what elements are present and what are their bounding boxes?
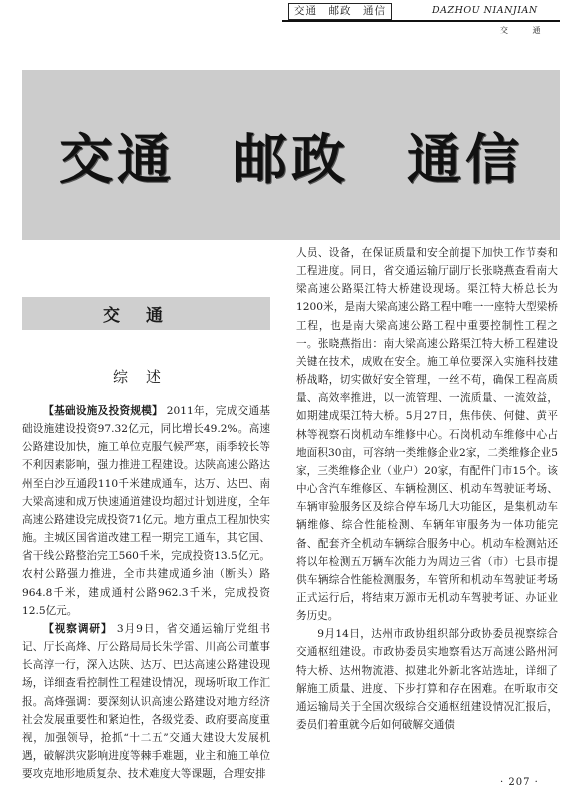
header-yearbook-title: DAZHOU NIANJIAN [432,5,538,16]
paragraph-keyword: 【视察调研】 [43,622,113,635]
section-title-box [22,297,270,330]
header-rule [282,20,560,22]
paragraph-text: 人员、设备，在保证质量和安全前提下加快工作节奏和工程进度。同日，省交通运输厅副厅长张晓燕查看南大梁高速公路渠江特大桥建设现场。渠江特大桥总长为1200米，是南大梁高速公路工程中唯一一座特大型梁桥工程，也是南大梁高速公路工程中重要控制性工程之一。张晓燕指出：南大梁高速公路渠江特大桥工程建设关键在技术，成败在安全。施工单位要深入实施科技建桥战略，切实做好安全管理，一丝不苟，确保工程高质量、高效率推进，以一流管理、一流质量、一流效益，如期建成渠江特大桥。5月27日，焦伟侠、何健、黄平林等视察石岗机动车维修中心。石岗机动车维修中心占地面积30亩，可容纳一类维修企业2家，二类维修企业5家，三类维修企业（业户）20家，有配件门市15个。该中心含汽车维修区、车辆检测区、机动车驾驶证考场、车辆审验服务区及综合停车场几大功能区，是集机动车辆维修、综合性能检测、车辆年审服务为一体功能完备、配套齐全机动车辆综合服务中心。机动车检测站还将以年检测五万辆车次能力为周边三省（市）七县市提供车辆综合性能检测服务，车管所和机动车驾驶证考场正式运行后，将结束万源市无机动车驾驶考证、办证业务历史。 [296,247,558,623]
header-section-tab: 交通 邮政 通信 [288,3,392,20]
paragraph-text: 2011年，完成交通基础设施建设投资97.32亿元，同比增长49.2%。高速公路建设加快，施工单位克服气候严寒，雨季较长等不利因素影响，强力推进工程建设。达陕高速公路达州至白沙互通段110千米建成通车，达万、达巴、南大梁高速和成万快速通道建设均超过计划进度，全年高速公路建设完成投资71亿元。地方重点工程加快实施。主城区国省道改建工程一期完工通车，其它国、省干线公路整治完工560千米，完成投资13.5亿元。农村公路强力推进，全市共建成通乡油（断头）路964.8千米，建成通村公路962.3千米，完成投资12.5亿元。 [22,405,271,617]
paragraph [22,402,270,620]
right-column [296,244,558,734]
paragraph-keyword: 【基础设施及投资规模】 [43,405,164,417]
header-subsection: 交 通 [500,26,552,35]
paragraph-text: 3月9日，省交通运输厅党组书记、厅长高烽、厅公路局局长朱学雷、川高公司董事长高淳一行，深入达陕、达万、巴达高速公路建设现场，详细查看控制性工程建设情况，现场听取工作汇报。高烽强调：要深刻认识高速公路建设对地方经济社会发展重要性和紧迫性，各级党委、政府要高度重视，加强领导，抢抓“十二五”交通大建设大发展机遇，破解洪灾影响进度等棘手难题，业主和施工单位要攻克地形地质复杂、技术难度大等课题，合理安排 [22,622,270,781]
chapter-title: 交通 邮政 通信 [59,126,523,191]
paragraph [296,244,558,625]
chapter-banner [22,70,560,240]
paragraph [296,625,558,734]
paragraph [22,620,270,783]
paragraph-text: 9月14日，达州市政协组织部分政协委员视察综合交通枢纽建设。市政协委员实地察看达万高速公路州河特大桥、达州物流港、拟建北外新北客站选址，详细了解施工质量、进度、下步打算和存在困难。在听取市交通运输局关于全国次级综合交通枢纽建设情况汇报后，委员们着重就今后如何破解交通债 [296,628,558,732]
left-column [22,402,270,783]
section-title: 交通 [103,306,189,326]
page-number: · 207 · [500,777,539,788]
subsection-title: 综述 [112,368,179,386]
